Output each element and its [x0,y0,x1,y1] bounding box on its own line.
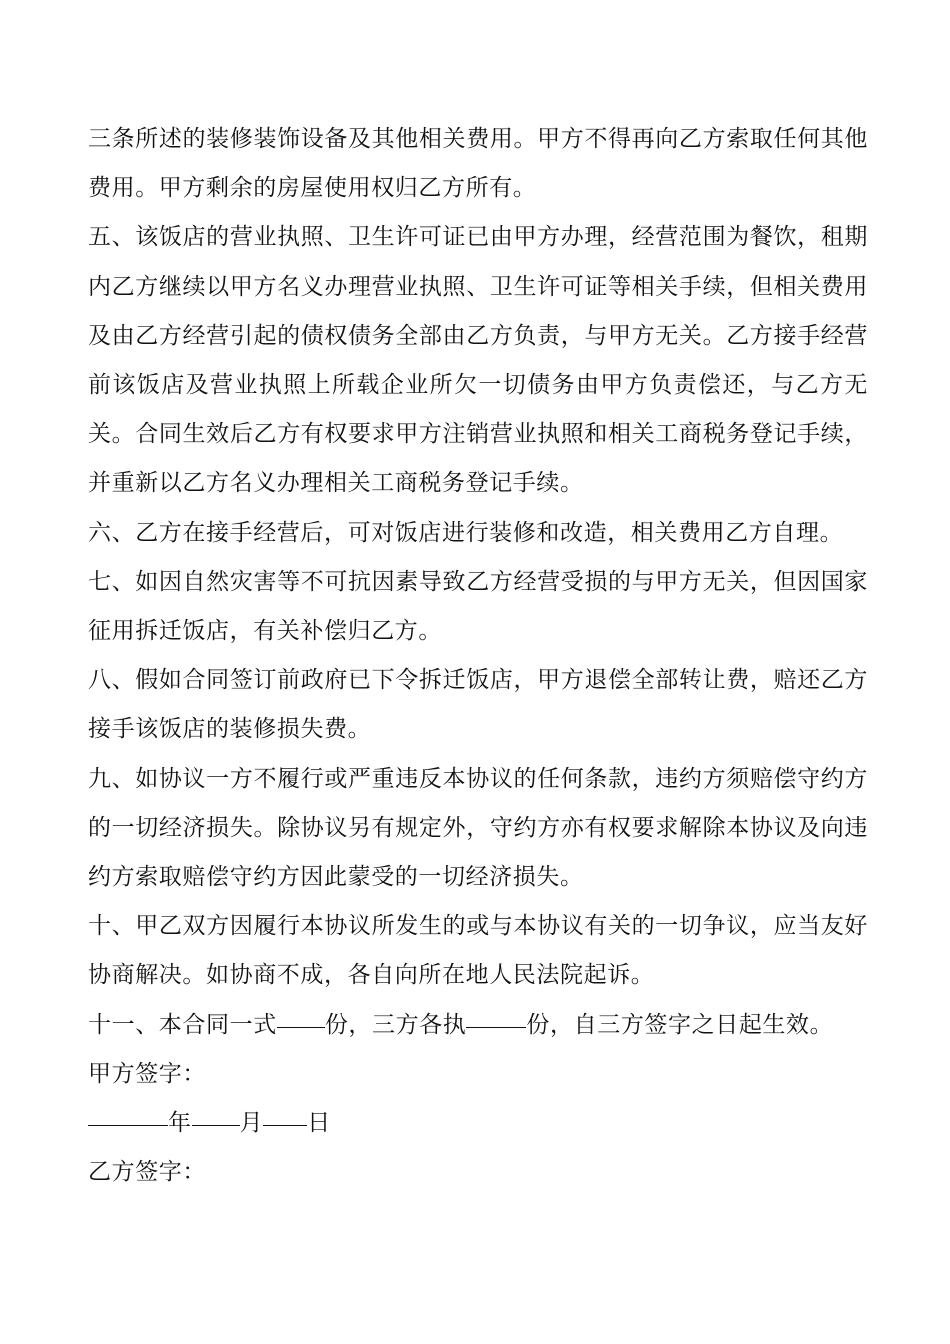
paragraph-clause-six: 六、乙方在接手经营后，可对饭店进行装修和改造，相关费用乙方自理。 [88,519,844,546]
paragraph-clause-eight: 八、假如合同签订前政府已下令拆迁饭店，甲方退偿全部转让费，赔还乙方接手该饭店的装修损失费。 [88,667,868,743]
paragraph-clause-nine: 九、如协议一方不履行或严重违反本协议的任何条款，违约方须赔偿守约方的一切经济损失。除协议另有规定外，守约方亦有权要求解除本协议及向违约方索取赔偿守约方因此蒙受的一切经济损失。 [88,765,868,891]
month-blank [192,1101,240,1126]
year-label: 年 [168,1110,192,1137]
day-label: 日 [307,1110,331,1137]
date-line [88,1099,868,1148]
document-body [88,115,868,1197]
clause-eleven-prefix: 十一、本合同一式 [88,1011,277,1038]
year-blank [88,1101,168,1126]
party-a-signature-label: 甲方签字： [88,1060,206,1087]
paragraph-clause-seven: 七、如因自然灾害等不可抗因素导致乙方经营受损的与甲方无关，但因国家征用拆迁饭店，有关补偿归乙方。 [88,568,868,645]
paragraph-clause-eleven [88,1001,868,1050]
copies-total-blank [277,1003,325,1028]
day-blank [263,1101,307,1126]
party-b-signature-label: 乙方签字： [88,1159,206,1186]
paragraph-clause-ten: 十、甲乙双方因履行本协议所发生的或与本协议有关的一切争议，应当友好协商解决。如协商不成，各自向所在地人民法院起诉。 [88,913,868,989]
paragraph-clause-five: 五、该饭店的营业执照、卫生许可证已由甲方办理，经营范围为餐饮，租期内乙方继续以甲方名义办理营业执照、卫生许可证等相关手续，但相关费用及由乙方经营引起的债权债务全部由乙方负责，与甲方无关。乙方接手经营前该饭店及营业执照上所载企业所欠一切债务由甲方负责偿还，与乙方无关。合同生效后乙方有权要求甲方注销营业执照和相关工商税务登记手续，并重新以乙方名义办理相关工商税务登记手续。 [88,224,868,497]
paragraph-clause-four-continued: 三条所述的装修装饰设备及其他相关费用。甲方不得再向乙方索取任何其他费用。甲方剩余的房屋使用权归乙方所有。 [88,126,868,202]
clause-eleven-middle: 份，三方各执 [324,1011,467,1038]
copies-each-blank [466,1003,526,1028]
clause-eleven-suffix: 份，自三方签字之日起生效。 [526,1011,834,1038]
month-label: 月 [239,1110,264,1137]
